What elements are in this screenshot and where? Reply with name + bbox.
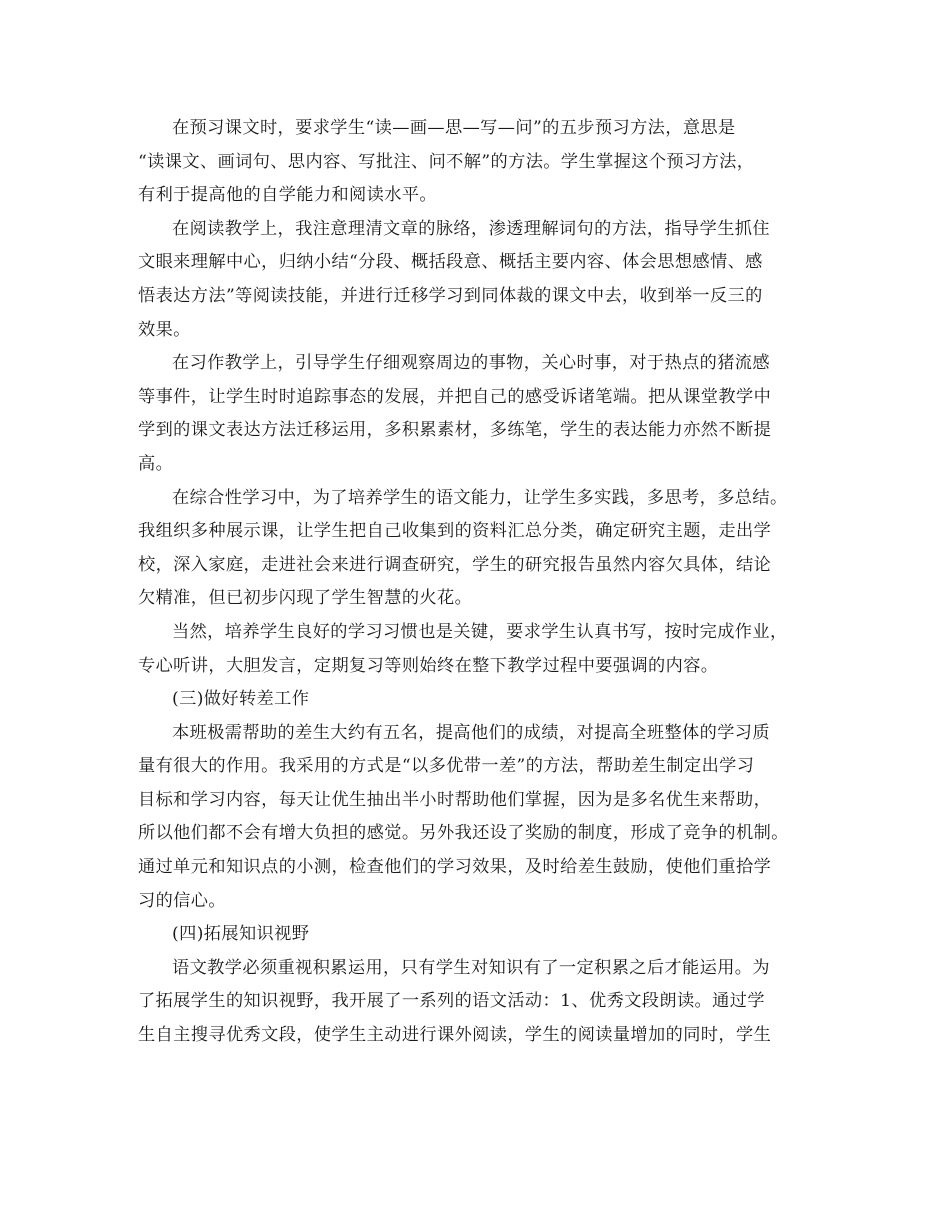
document-body	[138, 112, 818, 1053]
text-line: 在习作教学上，引导学生仔细观察周边的事物，关心时事，对于热点的猪流感	[172, 353, 770, 374]
text-line: (四)拓展知识视野	[172, 924, 310, 945]
text-line: 效果。	[138, 319, 191, 340]
text-line: 学到的课文表达方法迁移运用，多积累素材，多练笔，学生的表达能力亦然不断提	[138, 420, 772, 441]
text-line: “读课文、画词句、思内容、写批注、问不解”的方法。学生掌握这个预习方法，	[138, 151, 755, 172]
text-line: 语文教学必须重视积累运用，只有学生对知识有了一定积累之后才能运用。为	[172, 957, 770, 978]
text-line: 悟表达方法”等阅读技能，并进行迁移学习到同体裁的课文中去，收到举一反三的	[138, 285, 763, 306]
text-line: 我组织多种展示课，让学生把自己收集到的资料汇总分类，确定研究主题，走出学	[138, 521, 772, 542]
text-line: 文眼来理解中心，归纳小结“分段、概括段意、概括主要内容、体会思想感情、感	[138, 252, 763, 273]
text-line: 在阅读教学上，我注意理清文章的脉络，渗透理解词句的方法，指导学生抓住	[172, 218, 770, 239]
text-line: 当然，培养学生良好的学习习惯也是关键，要求学生认真书写，按时完成作业，	[172, 621, 788, 642]
text-line: 在综合性学习中，为了培养学生的语文能力，让学生多实践，多思考，多总结。	[172, 487, 788, 508]
text-line: 有利于提高他的自学能力和阅读水平。	[138, 185, 437, 206]
text-line: 量有很大的作用。我采用的方式是“以多优带一差”的方法，帮助差生制定出学习	[138, 756, 755, 777]
text-line: (三)做好转差工作	[172, 689, 310, 710]
text-line: 专心听讲，大胆发言，定期复习等则始终在整下教学过程中要强调的内容。	[138, 655, 719, 676]
text-line: 欠精准，但已初步闪现了学生智慧的火花。	[138, 588, 473, 609]
text-line: 通过单元和知识点的小测，检查他们的学习效果，及时给差生鼓励，使他们重拾学	[138, 857, 772, 878]
text-line: 目标和学习内容，每天让优生抽出半小时帮助他们掌握，因为是多名优生来帮助，	[138, 789, 772, 810]
text-line: 本班极需帮助的差生大约有五名，提高他们的成绩，对提高全班整体的学习质	[172, 722, 770, 743]
text-line: 了拓展学生的知识视野，我开展了一系列的语文活动：1、优秀文段朗读。通过学	[138, 991, 765, 1012]
text-line: 高。	[138, 453, 174, 474]
text-line: 生自主搜寻优秀文段，使学生主动进行课外阅读，学生的阅读量增加的同时，学生	[138, 1025, 772, 1046]
text-line: 在预习课文时，要求学生“读—画—思—写—问”的五步预习方法，意思是	[172, 118, 736, 138]
text-line: 所以他们都不会有增大负担的感觉。另外我还设了奖励的制度，形成了竞争的机制。	[138, 823, 789, 844]
text-line: 等事件，让学生时时追踪事态的发展，并把自己的感受诉诸笔端。把从课堂教学中	[138, 386, 772, 407]
text-line: 习的信心。	[138, 890, 226, 911]
text-line: 校，深入家庭，走进社会来进行调查研究，学生的研究报告虽然内容欠具体，结论	[138, 554, 772, 575]
